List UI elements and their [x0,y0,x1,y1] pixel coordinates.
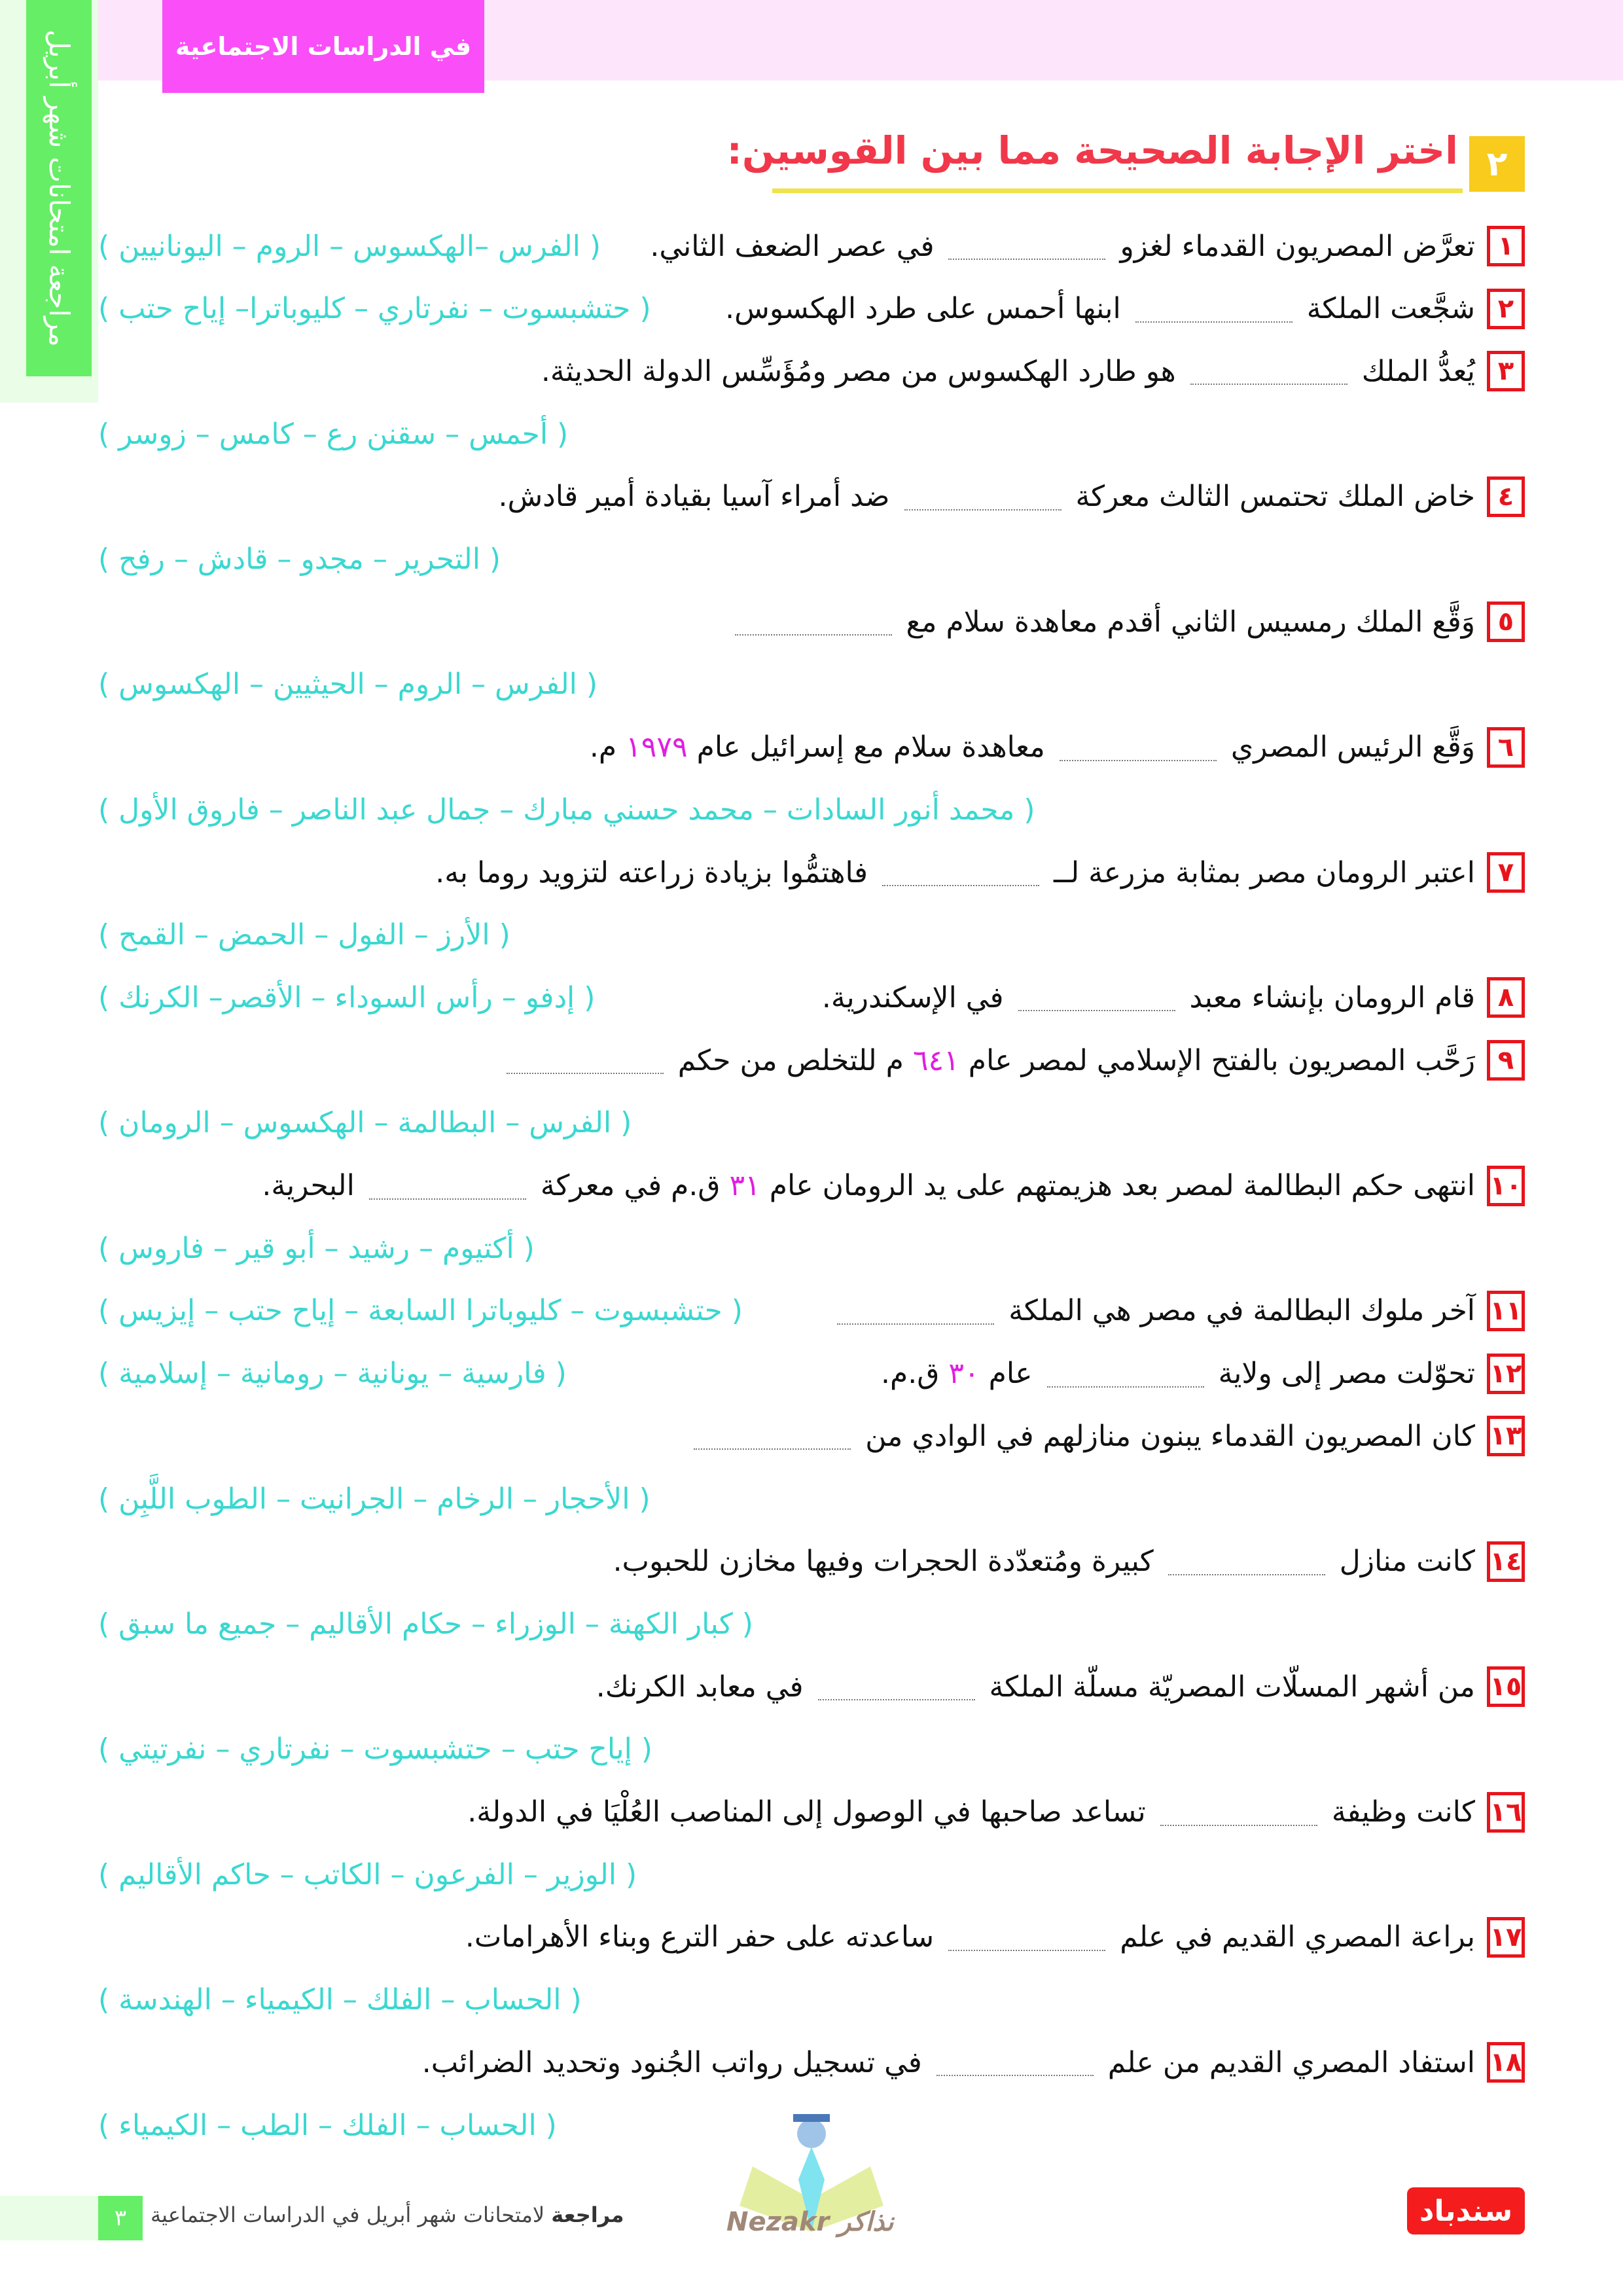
question-row [98,1155,1525,1217]
answer-options: ( إدفو – رأس السوداء – الأقصر– الكرنك ) [98,980,596,1014]
question-number: ٥ [1487,601,1525,642]
answer-blank[interactable] [1135,295,1293,323]
question-text: كان المصريون القدماء يبنون منازلهم في الوادي من [865,1419,1475,1453]
year-highlight: ٣٠ [948,1357,980,1391]
question-row [98,1655,1525,1718]
question-text: تعرَّض المصريون القدماء لغزو [1120,229,1475,263]
question-text: في معابد الكرنك. [596,1670,804,1704]
answer-blank[interactable] [369,1172,526,1200]
question-text: ضد أمراء آسيا بقيادة أمير قادش. [498,480,890,514]
question-row [98,340,1525,403]
answer-blank[interactable] [1190,357,1347,385]
question [587,727,1525,768]
question-row [98,1781,1525,1844]
answer-options: ( الحساب – الفلك – الطب – الكيمياء ) [98,2108,557,2142]
question-text: انتهى حكم البطالمة لمصر بعد هزيمتهم على يد الرومان عام [769,1169,1475,1202]
footer-text [151,2202,624,2227]
options-row [98,1467,1525,1530]
answer-blank[interactable] [1168,1548,1325,1575]
question-row [98,841,1525,904]
page-number: ٣ [98,2196,143,2240]
question-text: ق.م. [881,1357,940,1391]
question [495,476,1525,517]
question [433,852,1525,893]
question-number: ٢ [1487,289,1525,329]
question-row [98,1405,1525,1467]
answer-blank[interactable] [1018,984,1175,1011]
question-text: كبيرة ومُتعدّدة الحجرات وفيها مخازن للحبوب. [613,1545,1154,1579]
question-row [98,465,1525,528]
question-text: معاهدة سلام مع إسرائيل عام [696,730,1045,764]
options-row [98,1843,1525,1906]
question-text: ابنها أحمس على طرد الهكسوس. [725,292,1121,326]
question-row [98,966,1525,1029]
answer-options: ( أكتيوم – رشيد – أبو قير – فاروس ) [98,1231,535,1265]
footer-bold: مراجعة [551,2202,624,2227]
question [539,351,1525,391]
question-number: ٣ [1487,351,1525,391]
question-text: كانت وظيفة [1331,1795,1475,1829]
question-text: م للتخلص من حكم [677,1043,904,1077]
answer-options: ( الحساب – الفلك – الكيمياء – الهندسة ) [98,1983,582,2017]
question [463,1917,1525,1958]
year-highlight: ٦٤١ [912,1043,959,1077]
answer-options: ( أحمس – سقنن رع – كامس – زوسر ) [98,417,569,451]
answer-blank[interactable] [735,608,892,636]
question-text: كانت منازل [1339,1545,1475,1579]
section-number: ٢ [1469,136,1525,192]
question-number: ١١ [1487,1291,1525,1331]
question-text: اعتبر الرومان مصر بمثابة مزرعة لــ [1053,855,1475,889]
sidebar-label [26,0,92,376]
answer-blank[interactable] [837,1297,994,1325]
logo-text: Nezakr نذاكر [726,2207,894,2237]
question-text: عام [988,1357,1033,1391]
options-row [98,528,1525,591]
answer-blank[interactable] [1160,1799,1317,1826]
question [723,601,1525,642]
question-text: فاهتمُّوا بزيادة زراعته لتزويد روما به. [435,855,868,889]
answer-blank[interactable] [948,232,1105,260]
question-row [98,1029,1525,1092]
question-text: رَحَّب المصريون بالفتح الإسلامي لمصر عام [968,1043,1475,1077]
answer-options: ( الفرس – الروم – الحيثيين – الهكسوس ) [98,668,598,702]
question-text: ساعدته على حفر الترع وبناء الأهرامات. [465,1920,935,1954]
question-row [98,278,1525,340]
question-text: في عصر الضعف الثاني. [650,229,935,263]
answer-blank[interactable] [1060,734,1217,761]
answer-options: ( الفرس –الهكسوس – الروم – اليونانيين ) [98,229,601,263]
question-row [98,1530,1525,1593]
question-row [98,215,1525,278]
question-number: ١٤ [1487,1541,1525,1582]
question-number: ٦ [1487,727,1525,768]
question-text: خاض الملك تحتمس الثالث معركة [1075,480,1475,514]
answer-options: ( إياح حتب – حتشبسوت – نفرتاري – نفرتيتي ) [98,1732,652,1767]
answer-options: ( الأحجار – الرخام – الجرانيت – الطوب اللَّبِن ) [98,1482,651,1516]
footer-band [0,2196,98,2240]
question-text: براعة المصري القديم في علم [1120,1920,1475,1954]
question-text: تحوّلت مصر إلى ولاية [1218,1357,1475,1391]
question-number: ١٠ [1487,1166,1525,1206]
question-number: ١٨ [1487,2042,1525,2083]
question-number: ١٦ [1487,1792,1525,1833]
question-row [98,1906,1525,1969]
options-row [98,1718,1525,1781]
answer-options: ( محمد أنور السادات – محمد حسني مبارك – جمال عبد الناصر – فاروق الأول ) [98,793,1035,827]
answer-blank[interactable] [936,2049,1094,2076]
answer-options: ( كبار الكهنة – الوزراء – حكام الأقاليم – جميع ما سبق ) [98,1607,753,1641]
options-row [98,904,1525,967]
question [465,1792,1525,1833]
question-text: وَقَّع الرئيس المصري [1230,730,1475,764]
question [647,226,1525,266]
question-number: ١ [1487,226,1525,266]
question [611,1541,1525,1582]
question-text: استفاد المصري القديم من علم [1107,2045,1475,2079]
options-row [98,778,1525,841]
answer-options: ( فارسية – يونانية – رومانية – إسلامية ) [98,1357,567,1391]
year-highlight: ٣١ [729,1169,760,1202]
question-text: وَقَّع الملك رمسيس الثاني أقدم معاهدة سلام مع [906,605,1475,639]
answer-blank[interactable] [818,1673,975,1700]
sidebar-label-text: مراجعة امتحانات شهر أبريل [43,29,75,347]
question-number: ١٥ [1487,1666,1525,1707]
answer-options: ( حتشبسوت – نفرتاري – كليوباترا– إياح حتب ) [98,292,651,326]
answer-options: ( حتشبسوت – كليوباترا السابعة – إياح حتب – إيزيس ) [98,1294,743,1328]
answer-options: ( الفرس – البطالمة – الهكسوس – الرومان ) [98,1106,632,1140]
options-row [98,1969,1525,2032]
subject-header: في الدراسات الاجتماعية [162,0,484,93]
question [682,1416,1525,1456]
year-highlight: ١٩٧٩ [626,730,688,764]
options-row [98,1092,1525,1155]
question-text: من أشهر المسلّات المصريّة مسلّة الملكة [989,1670,1475,1704]
question-text: هو طارد الهكسوس من مصر ومُؤَسِّس الدولة الحديثة. [541,354,1176,388]
question-number: ٩ [1487,1040,1525,1081]
brand-logo: سندباد [1407,2187,1525,2234]
question [259,1166,1525,1206]
answer-blank[interactable] [1047,1360,1204,1388]
options-row [98,1217,1525,1280]
question-number: ٨ [1487,977,1525,1018]
question-text: م. [589,730,617,764]
answer-blank[interactable] [904,483,1061,511]
question-text: شجَّعت الملكة [1306,292,1475,326]
question [419,2042,1525,2083]
footer-caption: لامتحانات شهر أبريل في الدراسات الاجتماعية [151,2202,545,2227]
question [594,1666,1525,1707]
question-number: ٧ [1487,852,1525,893]
question-number: ١٧ [1487,1917,1525,1958]
question-text: آخر ملوك البطالمة في مصر هي الملكة [1008,1294,1475,1328]
question-text: ق.م في معركة [540,1169,721,1202]
question-text: يُعدُّ الملك [1361,354,1475,388]
question-text: في تسجيل رواتب الجُنود وتحديد الضرائب. [421,2045,922,2079]
question-number: ١٣ [1487,1416,1525,1456]
answer-options: ( التحرير – مجدو – قادش – رفح ) [98,543,501,576]
section-title: اختر الإجابة الصحيحة مما بين القوسين: [726,128,1458,173]
question-row [98,2031,1525,2094]
answer-blank[interactable] [882,859,1039,886]
answer-options: ( الوزير – الفرعون – الكاتب – حاكم الأقاليم ) [98,1857,637,1892]
options-row [98,653,1525,716]
question-row [98,716,1525,779]
question-row [98,1342,1525,1405]
answer-blank[interactable] [507,1047,664,1074]
options-row [98,403,1525,465]
question-row [98,1280,1525,1342]
question [819,977,1525,1018]
question-row [98,590,1525,653]
question-text: البحرية. [262,1169,355,1202]
question-text: تساعد صاحبها في الوصول إلى المناصب العُلْيَا في الدولة. [467,1795,1146,1829]
question [878,1354,1525,1394]
question-text: قام الرومان بإنشاء معبد [1189,980,1475,1014]
question [722,289,1525,329]
question-number: ٤ [1487,476,1525,517]
answer-blank[interactable] [694,1422,851,1450]
question [495,1040,1525,1081]
question [825,1291,1525,1331]
answer-blank[interactable] [948,1924,1105,1951]
answer-options: ( الأرز – الفول – الحمض – القمح ) [98,918,510,952]
title-underline [772,188,1463,193]
question-text: في الإسكندرية. [821,980,1004,1014]
options-row [98,1592,1525,1655]
question-number: ١٢ [1487,1354,1525,1394]
